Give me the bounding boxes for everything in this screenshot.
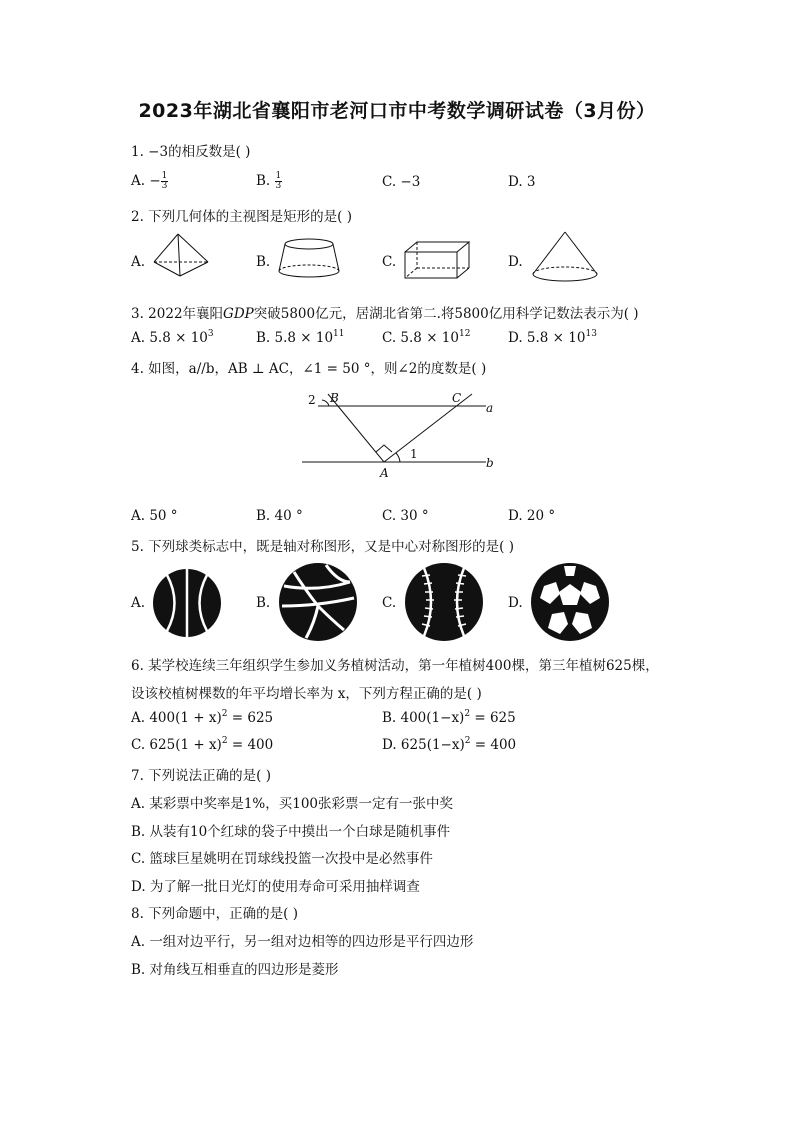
q3-option-c <box>382 330 470 346</box>
q6-option-b-exp: 2 <box>464 709 471 719</box>
fig-label-b-upper: B <box>330 391 339 405</box>
q3-option-a-exp: 3 <box>207 329 214 339</box>
q2-option-c: C. <box>382 254 397 270</box>
q3-option-d-base: D. 5.8 × 10 <box>508 330 586 346</box>
q6-option-c-base: C. 625(1 + x) <box>131 737 222 753</box>
q1-option-a <box>131 172 168 191</box>
q6-option-c-exp: 2 <box>221 736 228 746</box>
q7-option-b: B. 从装有10个红球的袋子中摸出一个白球是随机事件 <box>131 824 451 840</box>
q5-option-d: D. <box>508 595 523 611</box>
q4-stem: 4. 如图，a//b，AB ⊥ AC，∠1 = 50 °，则∠2的度数是( ) <box>131 361 487 377</box>
q5-option-c: C. <box>382 595 397 611</box>
q3-option-b-exp: 11 <box>333 329 345 339</box>
fig-label-b-line: b <box>486 456 494 470</box>
q3-stem-gdp: GDP <box>223 306 254 322</box>
q1-option-c: C. −3 <box>382 174 421 190</box>
q2-option-a: A. <box>131 254 146 270</box>
q6-option-c <box>131 737 273 753</box>
q6-stem-line1: 6. 某学校连续三年组织学生参加义务植树活动，第一年植树400棵，第三年植树625棵， <box>131 658 659 674</box>
q6-option-d <box>382 737 516 753</box>
q4-option-b: B. 40 ° <box>256 508 303 524</box>
q6-option-d-base: D. 625(1−x) <box>382 737 465 753</box>
q6-option-a-exp: 2 <box>221 709 228 719</box>
parallel-lines-figure <box>300 388 500 484</box>
q4-option-d: D. 20 ° <box>508 508 556 524</box>
q8-stem: 8. 下列命题中，正确的是( ) <box>131 906 298 922</box>
frustum-figure <box>276 236 342 280</box>
q3-option-c-base: C. 5.8 × 10 <box>382 330 459 346</box>
q1-option-b-label: B. <box>256 173 275 189</box>
q3-option-b-base: B. 5.8 × 10 <box>256 330 334 346</box>
q3-option-d <box>508 330 597 346</box>
q1-option-a-fraction <box>161 172 169 191</box>
q7-option-c: C. 篮球巨星姚明在罚球线投篮一次投中是必然事件 <box>131 851 433 867</box>
fig-label-c: C <box>452 391 462 405</box>
q3-option-c-exp: 12 <box>458 329 471 339</box>
q1-a-numerator: 1 <box>161 171 168 181</box>
q8-option-b: B. 对角线互相垂直的四边形是菱形 <box>131 962 339 978</box>
q3-option-b <box>256 330 345 346</box>
fig-label-a-line: a <box>486 401 494 415</box>
q6-option-a-rest: = 625 <box>227 710 274 726</box>
q6-option-a-base: A. 400(1 + x) <box>131 710 222 726</box>
q5-option-b: B. <box>256 595 271 611</box>
q7-option-d: D. 为了解一批日光灯的使用寿命可采用抽样调查 <box>131 879 420 895</box>
q1-b-denominator: 3 <box>275 181 282 191</box>
q1-option-d: D. 3 <box>508 174 536 190</box>
q4-option-a: A. 50 ° <box>131 508 178 524</box>
q1-b-numerator: 1 <box>275 171 282 181</box>
fig-label-a-point: A <box>380 466 389 480</box>
baseball-icon <box>404 562 484 642</box>
q6-option-d-rest: = 400 <box>470 737 517 753</box>
q3-stem <box>131 302 639 322</box>
q7-option-a: A. 某彩票中奖率是1%，买100张彩票一定有一张中奖 <box>131 796 454 812</box>
q3-option-d-exp: 13 <box>585 329 597 339</box>
q1-option-b-fraction <box>275 172 283 191</box>
fig-label-1: 1 <box>410 447 418 461</box>
pyramid-figure <box>150 232 214 280</box>
q6-option-a <box>131 710 273 726</box>
q1-option-a-label: A. − <box>131 173 161 189</box>
page-title: 2023年湖北省襄阳市老河口市中考数学调研试卷（3月份） <box>138 100 656 122</box>
q1-option-b <box>256 172 282 191</box>
q1-stem: 1. −3的相反数是( ) <box>131 144 251 160</box>
cone-figure <box>530 230 600 284</box>
q6-option-d-exp: 2 <box>464 736 471 746</box>
fig-label-2: 2 <box>308 393 316 407</box>
q2-option-b: B. <box>256 254 271 270</box>
q5-stem: 5. 下列球类标志中，既是轴对称图形，又是中心对称图形的是( ) <box>131 539 514 555</box>
volleyball-icon <box>278 562 358 642</box>
q4-option-c: C. 30 ° <box>382 508 429 524</box>
q3-option-a-base: A. 5.8 × 10 <box>131 330 208 346</box>
q8-option-a: A. 一组对边平行，另一组对边相等的四边形是平行四边形 <box>131 934 474 950</box>
q6-option-c-rest: = 400 <box>227 737 274 753</box>
q6-stem-line2: 设该校植树棵数的年平均增长率为 x，下列方程正确的是( ) <box>131 686 482 702</box>
q3-option-a <box>131 330 214 346</box>
q3-stem-pre: 3. 2022年襄阳 <box>131 306 224 322</box>
q1-a-denominator: 3 <box>161 181 168 191</box>
basketball-icon <box>152 568 222 638</box>
q5-option-a: A. <box>131 595 146 611</box>
q3-stem-post: 突破5800亿元，居湖北省第二.将5800亿用科学记数法表示为( ) <box>253 306 639 322</box>
cuboid-figure <box>402 240 474 280</box>
soccer-ball-icon <box>530 562 610 642</box>
q6-option-b-base: B. 400(1−x) <box>382 710 465 726</box>
q2-option-d: D. <box>508 254 523 270</box>
q6-option-b <box>382 710 516 726</box>
q7-stem: 7. 下列说法正确的是( ) <box>131 768 271 784</box>
q6-option-b-rest: = 625 <box>470 710 516 726</box>
q2-stem: 2. 下列几何体的主视图是矩形的是( ) <box>131 209 352 225</box>
